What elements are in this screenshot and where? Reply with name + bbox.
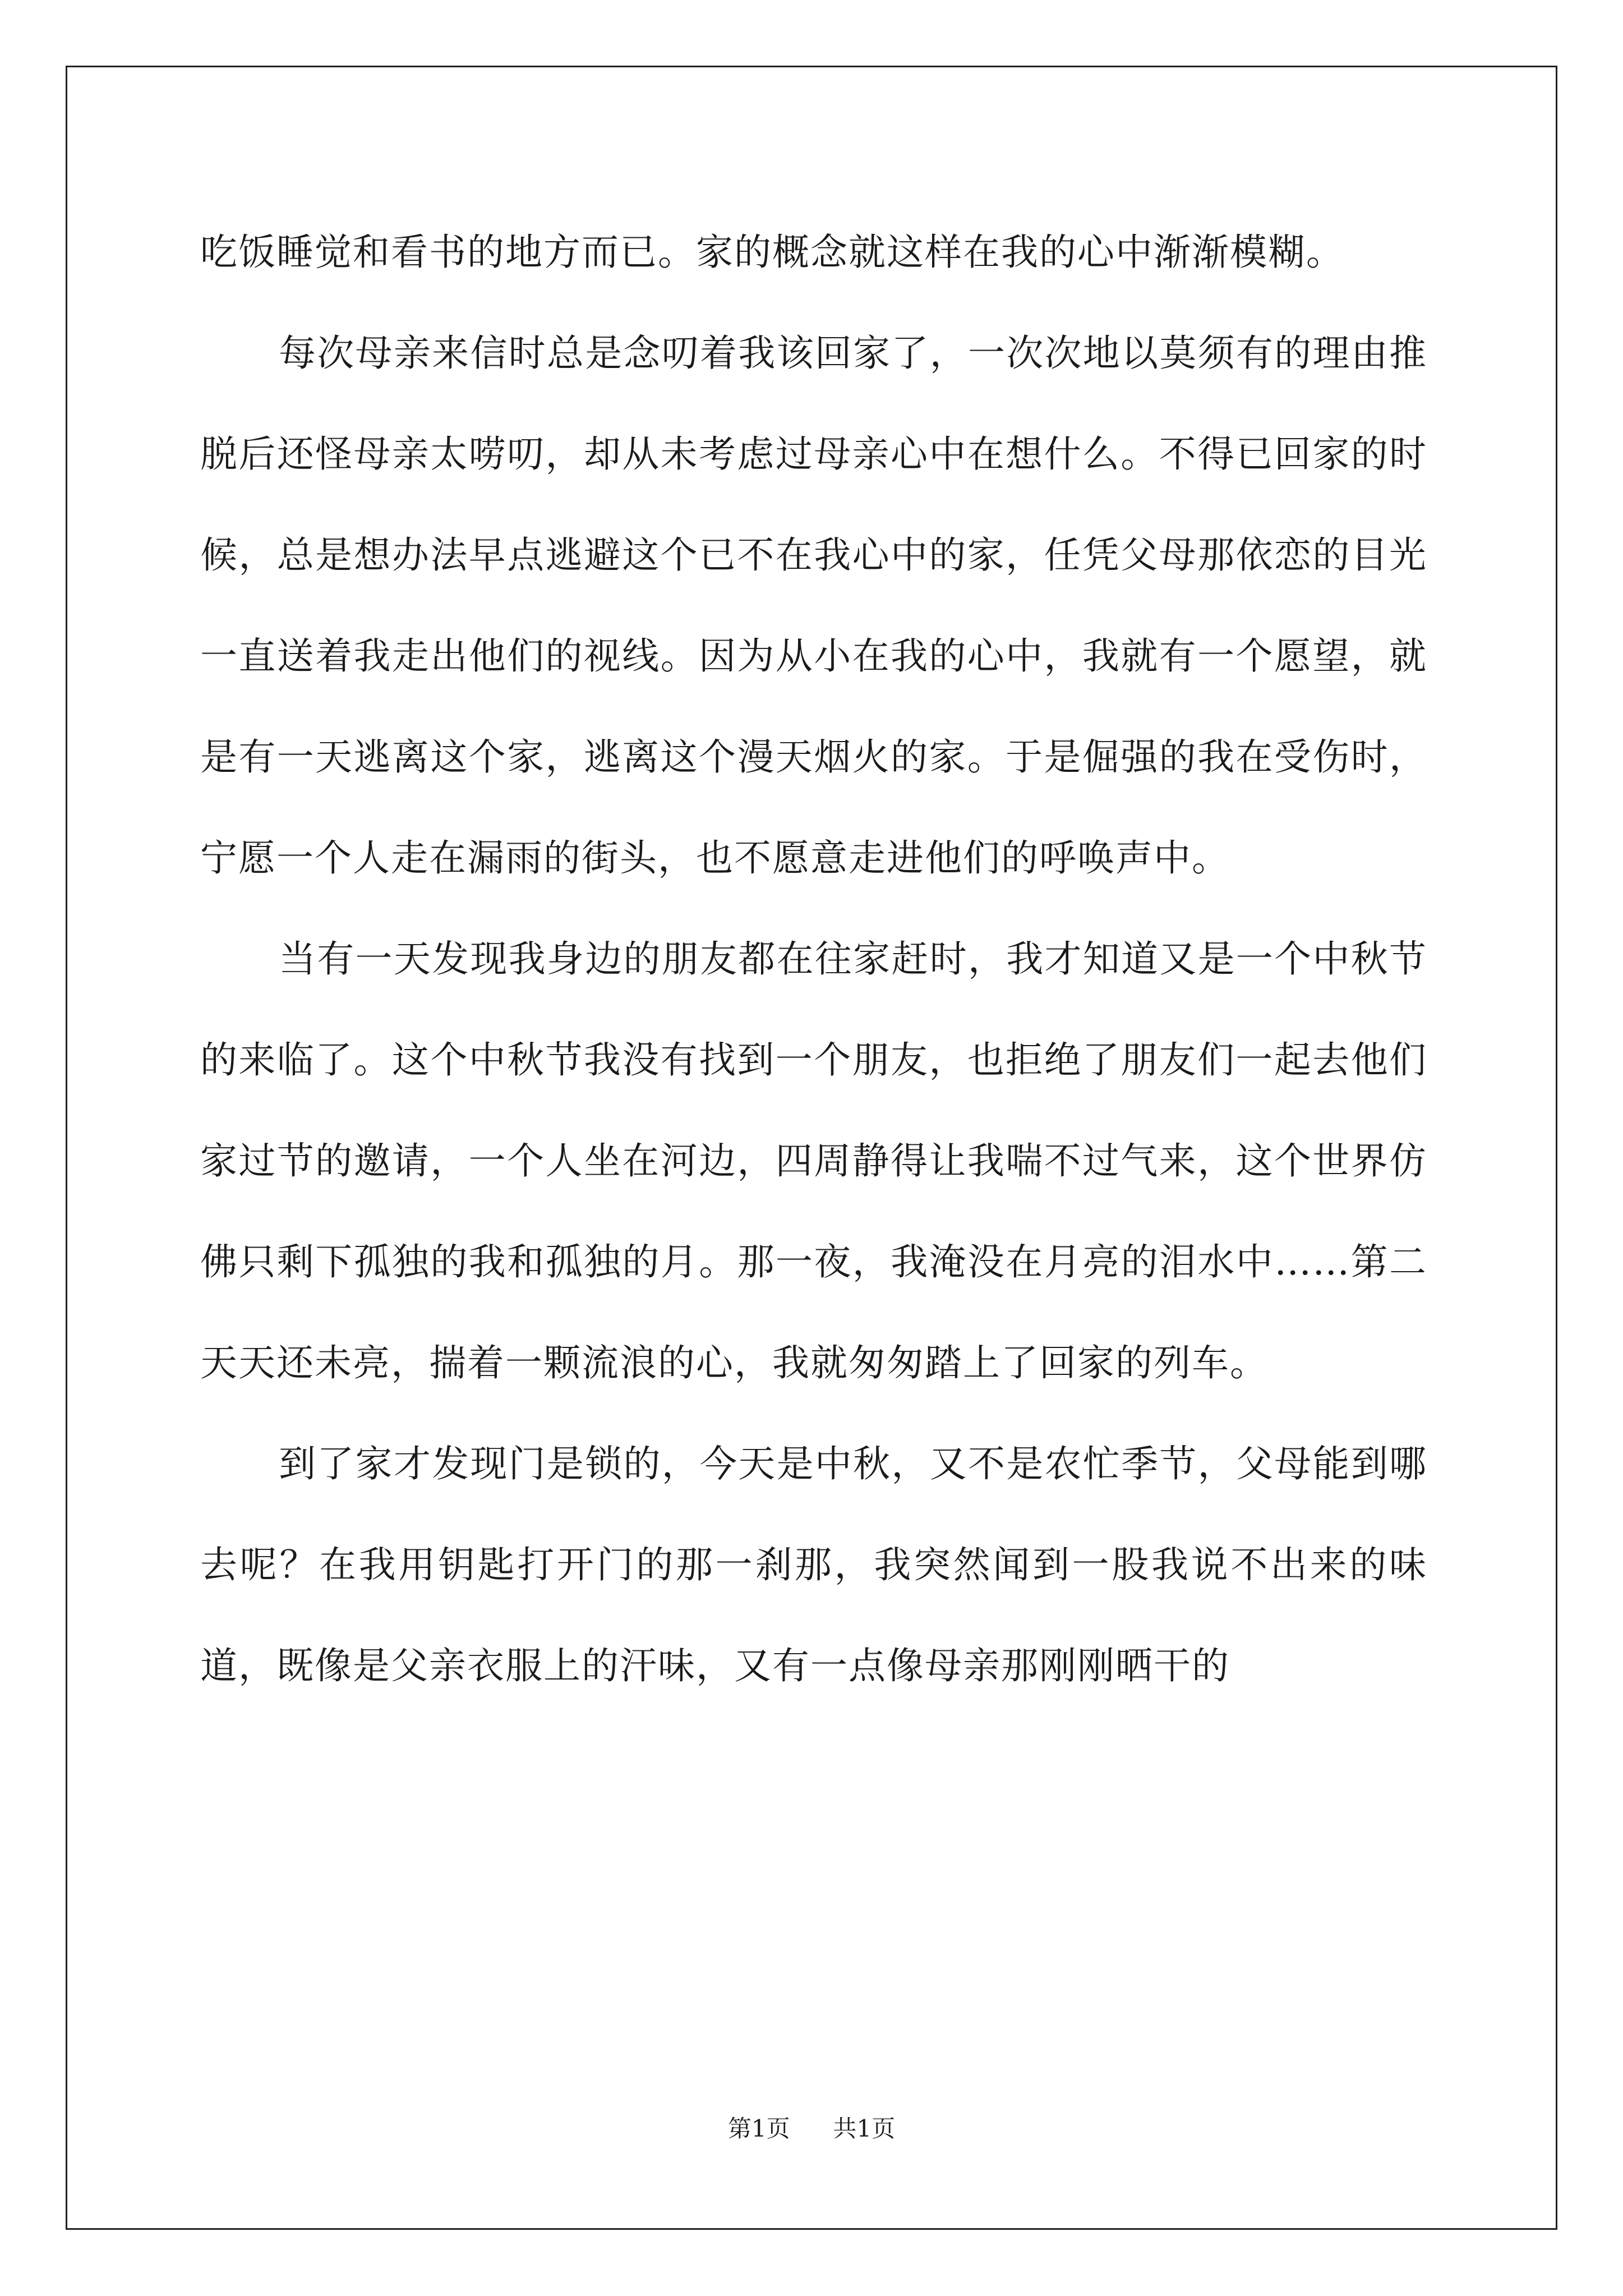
page-total: 共1页 xyxy=(833,2115,896,2142)
page-footer xyxy=(0,2110,1623,2144)
paragraph-3: 当有一天发现我身边的朋友都在往家赶时，我才知道又是一个中秋节的来临了。这个中秋节我没有找到一个朋友，也拒绝了朋友们一起去他们家过节的邀请，一个人坐在河边，四周静得让我喘不过气来，这个世界仿佛只剩下孤独的我和孤独的月。那一夜，我淹没在月亮的泪水中……第二天天还未亮，揣着一颗流浪的心，我就匆匆踏上了回家的列车。 xyxy=(200,937,1427,1384)
paragraph-4: 到了家才发现门是锁的，今天是中秋，又不是农忙季节，父母能到哪去呢？在我用钥匙打开门的那一刹那，我突然闻到一股我说不出来的味道，既像是父亲衣服上的汗味，又有一点像母亲那刚刚晒干的 xyxy=(200,1442,1427,1687)
document-body xyxy=(200,202,1427,1717)
paragraph-1: 吃饭睡觉和看书的地方而已。家的概念就这样在我的心中渐渐模糊。 xyxy=(200,231,1344,274)
paragraph-2: 每次母亲来信时总是念叨着我该回家了，一次次地以莫须有的理由推脱后还怪母亲太唠叨，却从未考虑过母亲心中在想什么。不得已回家的时候，总是想办法早点逃避这个已不在我心中的家，任凭父母那依恋的目光一直送着我走出他们的视线。因为从小在我的心中，我就有一个愿望，就是有一天逃离这个家，逃离这个漫天烟火的家。于是倔强的我在受伤时，宁愿一个人走在漏雨的街头，也不愿意走进他们的呼唤声中。 xyxy=(200,332,1427,880)
page-number: 第1页 xyxy=(727,2115,790,2142)
